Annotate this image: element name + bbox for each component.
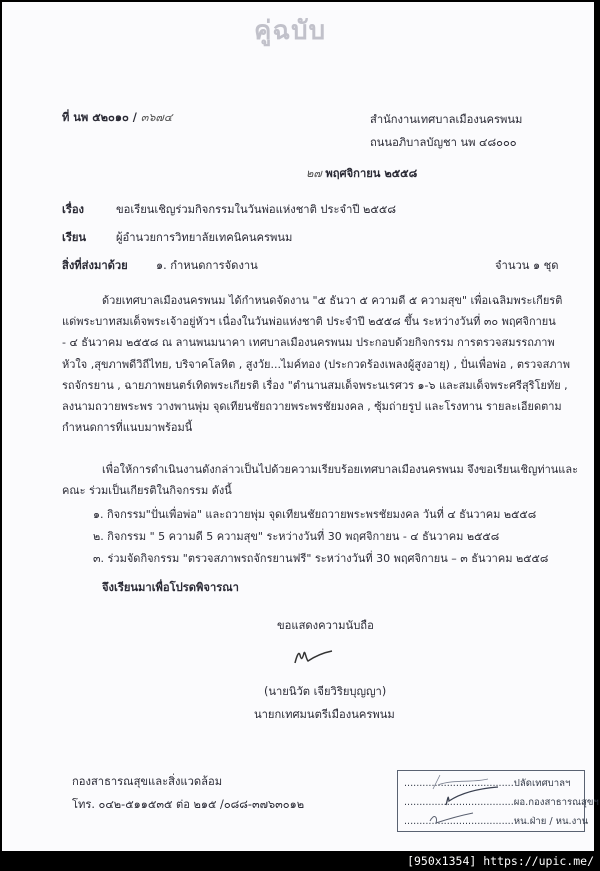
date-day-handwritten: ๒๗ bbox=[306, 167, 322, 180]
reference-label: ที่ bbox=[62, 111, 70, 124]
paragraph-line: แด่พระบาทสมเด็จพระเจ้าอยู่หัวฯ เนื่องในวันพ่อแห่งชาติ ประจำปี ๒๕๕๘ ขึ้น ระหว่างวันที่ ๓๐ พฤศจิกายน bbox=[62, 315, 556, 329]
enclosure-item: ๑. กำหนดการจัดงาน bbox=[156, 259, 258, 272]
reference-handwritten: ๓๖๗๔ bbox=[140, 111, 173, 124]
paragraph-line: - ๔ ธันวาคม ๒๕๕๘ ณ ลานพนมนาคา เทศบาลเมืองนครพนม ประกอบด้วยกิจกรรม การตรวจสมรรถภาพ bbox=[62, 336, 555, 350]
activity-item-1: ๑. กิจกรรม"ปั่นเพื่อพ่อ" และถวายพุ่ม จุดเทียนชัยถวายพระพรชัยมงคล วันที่ ๔ ธันวาคม ๒๕๕๘ bbox=[93, 508, 537, 521]
signature-mark bbox=[292, 645, 334, 667]
enclosure-quantity: จำนวน ๑ ชุด bbox=[495, 259, 559, 272]
initials-scribbles bbox=[418, 771, 518, 831]
approval-row-deputy-clerk: ....................................ปลัดเทศบาลฯ bbox=[404, 778, 571, 789]
signatory-position: นายกเทศมนตรีเมืองนครพนม bbox=[254, 708, 395, 721]
subject-text: ขอเรียนเชิญร่วมกิจกรรมในวันพ่อแห่งชาติ ประจำปี ๒๕๕๘ bbox=[116, 203, 396, 216]
subject-label: เรื่อง bbox=[62, 203, 85, 216]
reference-number bbox=[62, 111, 172, 125]
recipient-label: เรียน bbox=[62, 231, 87, 244]
reference-code: นพ ๕๒๐๑๐ / bbox=[73, 111, 137, 124]
paragraph-line: ลงนามถวายพระพร วางพานพุ่ม จุดเทียนชัยถวายพระพรชัยมงคล , ซุ้มถ่ายรูป และโรงทาน รายละเอียดตาม bbox=[62, 400, 562, 414]
body-paragraph-2 bbox=[62, 459, 582, 501]
recipient-text: ผู้อำนวยการวิทยาลัยเทคนิคนครพนม bbox=[116, 231, 293, 244]
footer-department: กองสาธารณสุขและสิ่งแวดล้อม bbox=[72, 775, 223, 788]
signatory-name: (นายนิวัต เจียวิริยบุญญา) bbox=[264, 685, 387, 698]
paragraph-line: หัวใจ ,สุขภาพดีวิถีไทย, บริจาคโลหิต , สูงวัย...ไมค์ทอง (ประกวดร้องเพลงผู้สูงอายุ) , ปั่นเพื่อพ่อ , ตรวจสภาพ bbox=[62, 357, 570, 371]
paragraph-line: กำหนดการที่แนบมาพร้อมนี้ bbox=[62, 421, 193, 435]
paragraph-line: รถจักรยาน , ฉายภาพยนตร์เทิดพระเกียรติ เรื่อง "ตำนานสมเด็จพระนเรศวร ๑-๖ และสมเด็จพระศรีสุริโยทัย , bbox=[62, 378, 568, 392]
enclosure-label: สิ่งที่ส่งมาด้วย bbox=[62, 259, 128, 272]
body-paragraph-1 bbox=[62, 290, 582, 438]
copy-stamp: คู่ฉบับ bbox=[254, 16, 327, 46]
paragraph-line: เพื่อให้การดำเนินงานดังกล่าวเป็นไปด้วยความเรียบร้อยเทศบาลเมืองนครพนม จึงขอเรียนเชิญท่านและ bbox=[102, 463, 579, 476]
paragraph-line: ด้วยเทศบาลเมืองนครพนม ได้กำหนดจัดงาน "๕ ธันวา ๕ ความดี ๕ ความสุข" เพื่อเฉลิมพระเกียรติ bbox=[102, 294, 563, 307]
approval-box bbox=[397, 770, 599, 832]
activity-item-2: ๒. กิจกรรม " 5 ความดี 5 ความสุข" ระหว่างวันที่ 30 พฤศจิกายน - ๔ ธันวาคม ๒๕๕๘ bbox=[93, 530, 500, 543]
closing-request: จึงเรียนมาเพื่อโปรดพิจารณา bbox=[102, 581, 239, 594]
letter-date bbox=[306, 167, 417, 181]
sender-address: ถนนอภิบาลบัญชา นพ ๔๘๐๐๐ bbox=[370, 136, 517, 149]
date-month-year: พฤศจิกายน ๒๕๕๘ bbox=[325, 167, 418, 180]
activity-item-3: ๓. ร่วมจัดกิจกรรม "ตรวจสภาพรถจักรยานฟรี" ระหว่างวันที่ 30 พฤศจิกายน – ๓ ธันวาคม ๒๕๕๘ bbox=[93, 552, 549, 565]
sender-office: สำนักงานเทศบาลเมืองนครพนม bbox=[370, 113, 523, 126]
salutation: ขอแสดงความนับถือ bbox=[277, 619, 374, 632]
footer-phone: โทร. ๐๔๒-๕๑๑๕๓๕ ต่อ ๒๑๕ /๐๘๘-๓๗๖๓๐๑๒ bbox=[72, 798, 305, 811]
approval-row-section-head: ....................................หน.ฝ่าย / หน.งาน bbox=[404, 816, 589, 827]
approval-row-division-director: ....................................ผอ.กองสาธารณสุขฯ bbox=[404, 797, 599, 808]
image-host-watermark: [950x1354] https://upic.me/ bbox=[407, 854, 594, 868]
paragraph-line: คณะ ร่วมเป็นเกียรติในกิจกรรม ดังนี้ bbox=[62, 484, 232, 498]
